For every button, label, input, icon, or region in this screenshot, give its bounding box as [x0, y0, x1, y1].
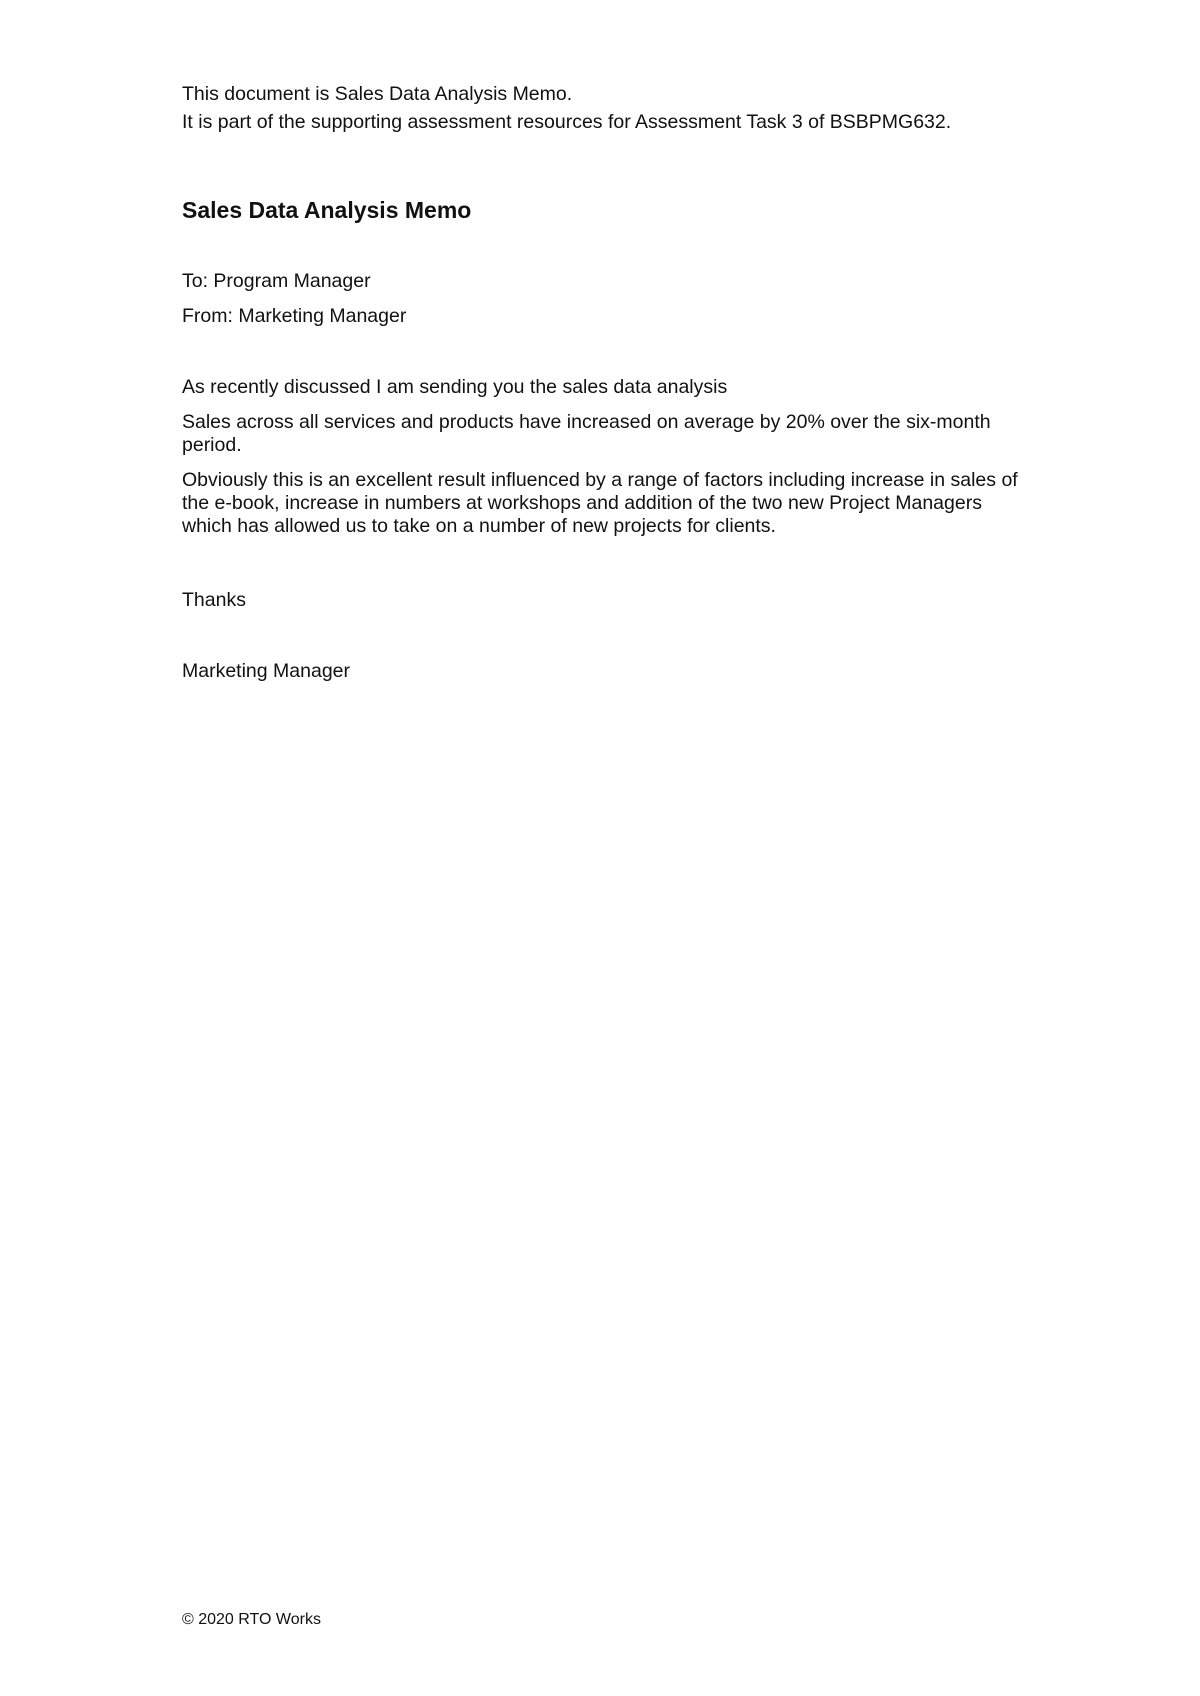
memo-signature: Marketing Manager	[182, 660, 350, 682]
memo-paragraph-3: Obviously this is an excellent result influenced by a range of factors including increase in sales of the e-book, increase in numbers at workshops and addition of the two new Project Managers which has allowed us to take on a number of new projects for clients.	[182, 469, 1018, 537]
copyright-footer: © 2020 RTO Works	[182, 1611, 321, 1628]
memo-closing: Thanks	[182, 589, 246, 611]
memo-body	[182, 376, 1027, 550]
memo-paragraph-2: Sales across all services and products have increased on average by 20% over the six-month period.	[182, 411, 991, 456]
memo-paragraph-1: As recently discussed I am sending you the sales data analysis	[182, 376, 728, 398]
memo-to: To: Program Manager	[182, 270, 371, 292]
intro-line-2: It is part of the supporting assessment resources for Assessment Task 3 of BSBPMG632.	[182, 111, 952, 133]
memo-title: Sales Data Analysis Memo	[182, 197, 472, 223]
memo-from: From: Marketing Manager	[182, 305, 407, 327]
memo-header	[182, 269, 1042, 339]
intro-line-1: This document is Sales Data Analysis Memo.	[182, 83, 573, 105]
document-content	[182, 80, 1042, 682]
